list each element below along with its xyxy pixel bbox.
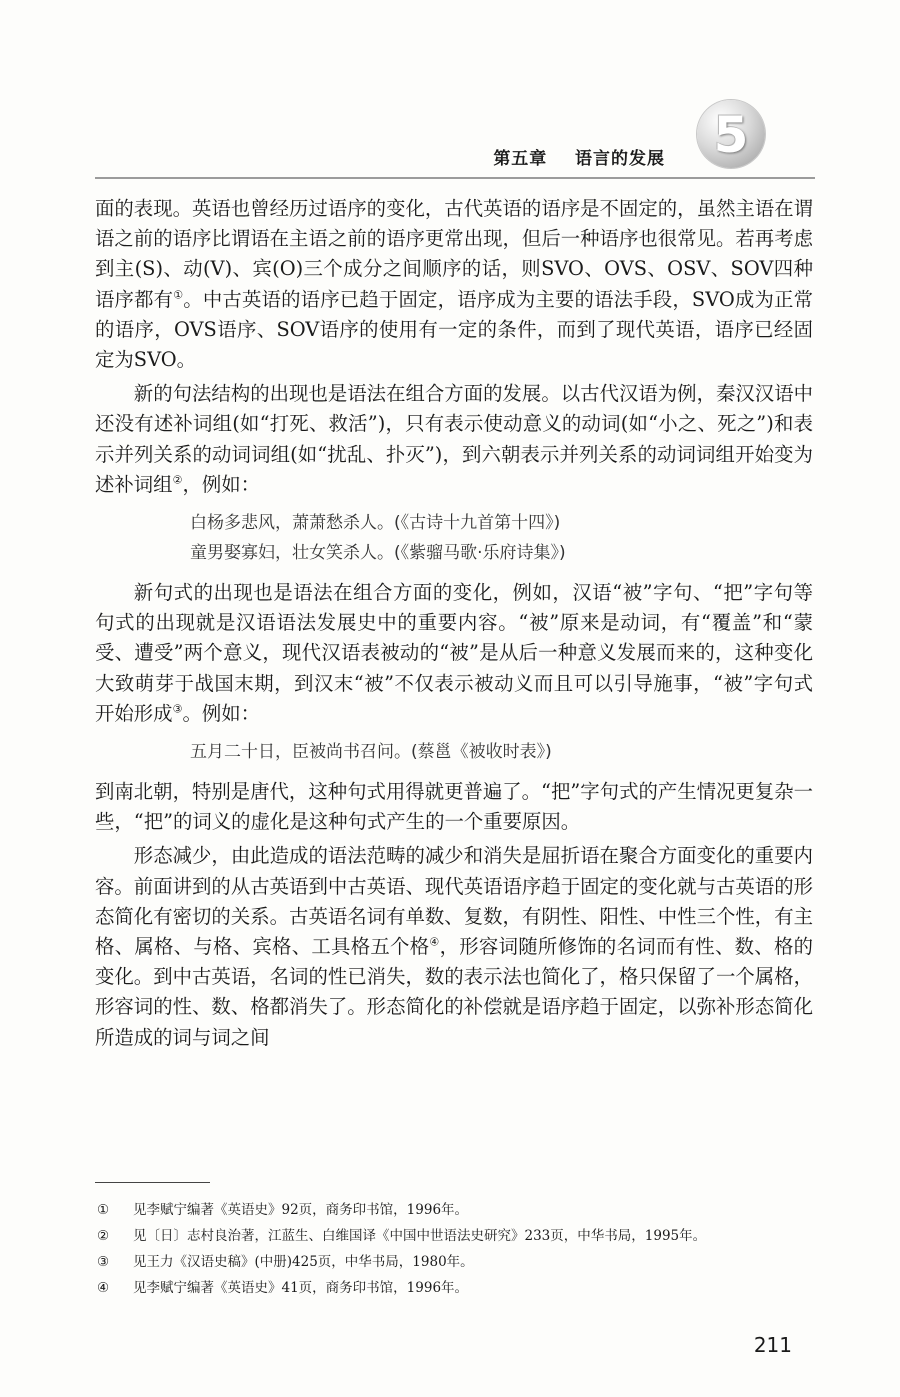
footnote-ref-1: ① (173, 288, 184, 302)
footnote-text: 见李赋宁编著《英语史》41页，商务印书馆，1996年。 (133, 1280, 469, 1296)
paragraph-3-tail: 。例如： (182, 701, 260, 725)
paragraph-3 (95, 578, 813, 729)
footnote-item (95, 1249, 815, 1275)
footnote-ref-4: ④ (429, 935, 440, 949)
footnotes (95, 1197, 815, 1301)
footnote-mark: ③ (97, 1254, 110, 1270)
footnote-ref-2: ② (172, 473, 183, 487)
footnote-ref-3: ③ (172, 702, 183, 716)
footnote-item (95, 1197, 815, 1223)
footnote-text: 见李赋宁编著《英语史》92页，商务印书馆，1996年。 (133, 1202, 469, 1218)
footnote-text: 见〔日〕志村良治著，江蓝生、白维国译《中国中世语法史研究》233页，中华书局，1995年。 (133, 1228, 707, 1244)
chapter-title: 第五章 语言的发展 (493, 149, 665, 169)
footnote-mark: ① (97, 1202, 110, 1218)
example-quote-2 (95, 737, 813, 767)
quote-line: 白杨多悲风，萧萧愁杀人。(《古诗十九首第十四》) (190, 513, 561, 534)
footnote-mark: ② (97, 1228, 110, 1244)
footnote-item (95, 1223, 815, 1249)
paragraph-5-text: 形态减少，由此造成的语法范畴的减少和消失是屈折语在聚合方面变化的重要内容。前面讲到的从古英语到中古英语、现代英语语序趋于固定的变化就与古英语的形态简化有密切的关系。古英语名词有单数、复数，有阴性、阳性、中性三个性，有主格、属格、与格、宾格、工具格五个格 (95, 844, 813, 959)
page-number: 211 (753, 1333, 792, 1357)
chapter-number-badge (697, 100, 765, 168)
footnote-text: 见王力《汉语史稿》(中册)425页，中华书局，1980年。 (133, 1254, 474, 1270)
paragraph-2-tail: ，例如： (182, 472, 260, 496)
footnote-divider (95, 1182, 210, 1183)
paragraph-1-text: 面的表现。英语也曾经历过语序的变化，古代英语的语序是不固定的，虽然主语在谓语之前的语序比谓语在主语之前的语序更常出现，但后一种语序也很常见。若再考虑到主(S)、动(V)、宾(O)三个成分之间顺序的话，则SVO、OVS、OSV、SOV四种语序都有 (95, 197, 813, 311)
paragraph-5 (95, 841, 813, 1052)
paragraph-1-tail: 。中古英语的语序已趋于固定，语序成为主要的语法手段，SVO成为正常的语序，OVS语序、SOV语序的使用有一定的条件，而到了现代英语，语序已经固定为SVO。 (95, 287, 814, 372)
chapter-number: 5 (713, 106, 749, 164)
paragraph-4-text: 到南北朝，特别是唐代，这种句式用得就更普遍了。“把”字句式的产生情况更复杂一些，“把”的词义的虚化是这种句式产生的一个重要原因。 (95, 780, 813, 834)
paragraph-2-text: 新的句法结构的出现也是语法在组合方面的发展。以古代汉语为例，秦汉汉语中还没有述补词组(如“打死、救活”)，只有表示使动意义的动词(如“小之、死之”)和表示并列关系的动词词组(如“扰乱、扑灭”)，到六朝表示并列关系的动词词组开始变为述补词组 (95, 382, 813, 496)
paragraph-1 (95, 194, 813, 375)
footnote-item (95, 1275, 815, 1301)
body-text (95, 194, 813, 1057)
chapter-header (95, 100, 815, 180)
example-quote-1 (95, 508, 813, 568)
quote-line: 五月二十日，臣被尚书召问。(蔡邕《被收时表》) (190, 742, 552, 763)
header-divider (95, 177, 815, 179)
paragraph-5-tail: ，形容词随所修饰的名词而有性、数、格的变化。到中古英语，名词的性已消失，数的表示法也简化了，格只保留了一个属格，形容词的性、数、格都消失了。形态简化的补偿就是语序趋于固定，以弥补形态简化所造成的词与词之间 (95, 935, 814, 1049)
paragraph-4 (95, 777, 813, 837)
paragraph-3-text: 新句式的出现也是语法在组合方面的变化，例如，汉语“被”字句、“把”字句等句式的出现就是汉语语法发展史中的重要内容。“被”原来是动词，有“覆盖”和“蒙受、遭受”两个意义，现代汉语表被动的“被”是从后一种意义发展而来的，这种变化大致萌芽于战国末期，到汉末“被”不仅表示被动义而且可以引导施事，“被”字句式开始形成 (95, 581, 813, 725)
footnote-mark: ④ (97, 1280, 110, 1296)
quote-line: 童男娶寡妇，壮女笑杀人。(《紫骝马歌·乐府诗集》) (190, 543, 566, 564)
paragraph-2 (95, 379, 813, 500)
